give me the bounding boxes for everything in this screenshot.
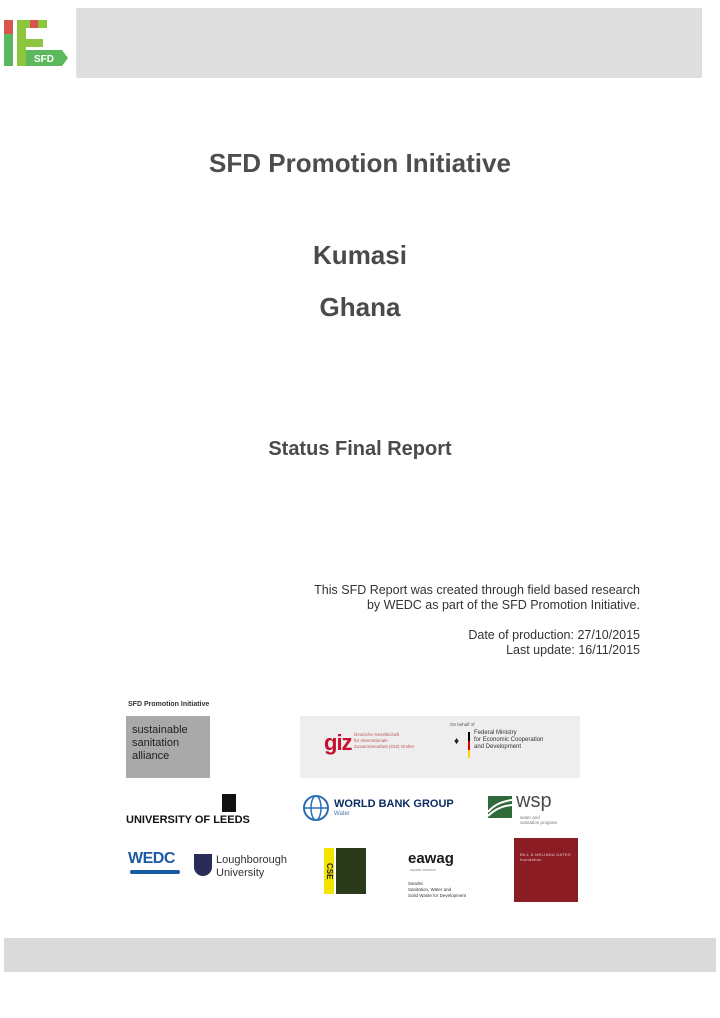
sfd-logo-icon <box>4 20 70 70</box>
loughborough-text <box>216 854 287 880</box>
sfd-logo-text: SFD <box>34 54 54 65</box>
lboro-line-1: Loughborough <box>216 854 287 866</box>
lboro-line-2: University <box>216 867 265 879</box>
giz-logo-text: giz <box>324 730 352 755</box>
country-name: Ghana <box>319 292 401 322</box>
date-of-production: Date of production: 27/10/2015 <box>468 628 640 642</box>
gates-foundation-logo <box>514 838 578 902</box>
world-bank-sub: Water <box>334 811 350 817</box>
ssa-line-2: sanitation <box>132 737 180 749</box>
wedc-logo-text: WEDC <box>128 850 175 867</box>
cse-letters: CSE <box>324 848 334 894</box>
sandec-line-3: Solid Waste for Development <box>408 893 467 898</box>
leeds-crest-icon <box>222 794 236 812</box>
header-gray-band <box>78 8 702 78</box>
last-update: Last update: 16/11/2015 <box>506 643 640 657</box>
giz-desc-1: Deutsche Gesellschaft <box>354 732 400 737</box>
wsp-sub-2: sanitation program <box>520 820 558 825</box>
footer-bar <box>4 938 716 972</box>
ssa-line-1: sustainable <box>132 724 188 736</box>
giz-bmz-logo <box>300 716 580 778</box>
report-status: Status Final Report <box>268 438 452 460</box>
sandec-line-1: Sandec <box>408 881 424 886</box>
bmz-line-3: and Development <box>474 744 522 750</box>
german-flag-stripe <box>468 732 470 758</box>
giz-description <box>354 732 414 750</box>
leeds-logo-text: UNIVERSITY OF LEEDS <box>126 814 250 826</box>
wsp-wave-icon <box>488 796 512 818</box>
eagle-icon: ♦ <box>454 736 460 747</box>
document-title: SFD Promotion Initiative <box>209 148 511 178</box>
credit-note <box>314 583 640 613</box>
sfd-logo <box>0 8 78 78</box>
loughborough-shield-icon <box>194 854 212 876</box>
bmz-on-behalf: On behalf of <box>450 722 475 727</box>
city-name: Kumasi <box>313 240 407 270</box>
report-dates <box>468 628 640 658</box>
ssa-logo <box>126 716 210 778</box>
credit-line-1: This SFD Report was created through field based research <box>314 583 640 597</box>
partners-label: SFD Promotion Initiative <box>128 701 210 708</box>
wsp-logo-text: wsp <box>516 790 552 812</box>
cse-logo <box>324 848 366 894</box>
cse-leaf-image <box>336 848 366 894</box>
bmz-text <box>474 730 543 751</box>
eawag-sub: aquatic research <box>410 868 436 872</box>
giz-desc-2: für Internationale <box>354 738 388 743</box>
world-bank-globe-icon <box>302 794 330 822</box>
eawag-logo-text: eawag <box>408 850 454 867</box>
partner-logos <box>110 698 590 908</box>
gates-foundation-text: BILL & MELINDA GATES foundation <box>520 852 571 862</box>
bmz-line-1: Federal Ministry <box>474 730 517 736</box>
world-bank-text: WORLD BANK GROUP <box>334 798 454 810</box>
bmz-line-2: for Economic Cooperation <box>474 737 544 743</box>
header-bar <box>0 8 702 78</box>
ssa-line-3: alliance <box>132 750 170 762</box>
wsp-sub-1: water and <box>520 815 540 820</box>
credit-line-2: by WEDC as part of the SFD Promotion Initiative. <box>366 598 640 612</box>
sandec-text <box>408 881 466 899</box>
sandec-line-2: Sanitation, Water and <box>408 887 452 892</box>
wedc-wave-icon <box>130 870 180 874</box>
wsp-sub <box>520 815 557 825</box>
giz-desc-3: Zusammenarbeit (GIZ) GmbH <box>354 744 414 749</box>
